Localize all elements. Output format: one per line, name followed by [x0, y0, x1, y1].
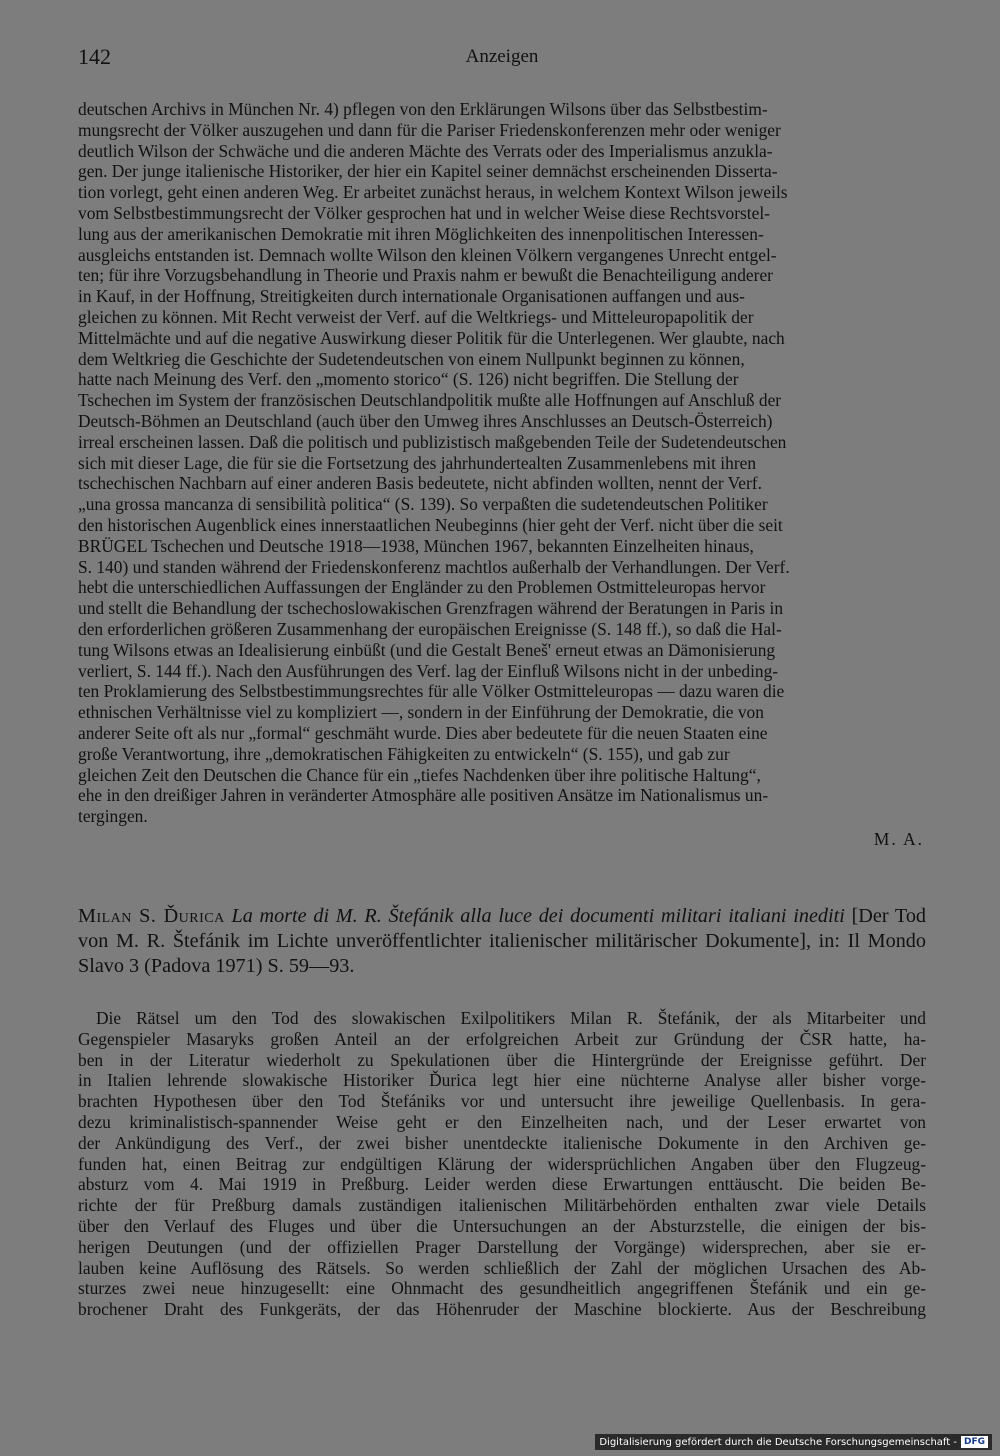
dfg-logo: DFG — [961, 1436, 988, 1448]
bib-author: Milan S. Ďurica — [78, 905, 225, 927]
review-one-text: deutschen Archivs in München Nr. 4) pflegen von den Erklärungen Wilsons über das Selbstbestim- mungsrecht der Völker auszugehen und dann für die Pariser Friedenskonferenzen mehr oder weniger deutlich Wilson der Schwäche und die anderen Mächte des Verrats oder des Imperialismus anzukla- gen. Der junge italienische Historiker, der hier ein Kapitel seiner demnächst erscheinenden Disserta- tion vorlegt, geht einen anderen Weg. Er arbeitet zunächst heraus, in welchem Kontext Wilson jeweils vom Selbstbestimmungsrecht der Völker gesprochen hat und in welcher Weise diese Rechtsvorstel- lung aus der amerikanischen Demokratie mit ihren Möglichkeiten des innenpolitischen Interessen- ausgleichs entstanden ist. Demnach wollte Wilson den kleinen Völkern vergangenes Unrecht entgel- ten; für ihre Vorzugsbehandlung in Theorie und Praxis nahm er bewußt die Benachteiligung anderer in Kauf, in der Hoffnung, Streitigkeiten durch internationale Organisationen auffangen und aus- gleichen zu können. Mit Recht verweist der Verf. auf die Weltkriegs- und Mitteleuropapolitik der Mittelmächte und auf die negative Auswirkung dieser Politik für die Unterlegenen. Wer glaubte, nach dem Weltkrieg die Geschichte der Sudetendeutschen von einem Nullpunkt beginnen zu können, hatte nach Meinung des Verf. den „momento storico“ (S. 126) nicht begriffen. Die Stellung der Tschechen im System der französischen Deutschlandpolitik mußte alle Hoffnungen auf Anschluß der Deutsch-Böhmen an Deutschland (auch über den Umweg ihres Anschlusses an Deutsch-Österreich) irreal erscheinen lassen. Daß die politisch und publizistisch maßgebenden Teile der Sudetendeutschen sich mit dieser Lage, die für sie die Fortsetzung des jahrhundertealten Zusammenlebens mit ihren tschechischen Nachbarn auf einer anderen Basis bedeutete, nicht abfinden wollten, nennt der Verf. „una grossa mancanza di sensibilità politica“ (S. 139). So verpaßten die sudetendeutschen Politiker den historischen Augenblick eines innerstaatlichen Neubeginns (hier geht der Verf. nicht über die seit BRÜGEL Tschechen und Deutsche 1918—1938, München 1967, bekannten Einzelheiten hinaus, S. 140) und standen während der Friedenskonferenz machtlos außerhalb der Verhandlungen. Der Verf. hebt die unterschiedlichen Auffassungen der Engländer zu den Problemen Ostmitteleuropas hervor und stellt die Behandlung der tschechoslowakischen Grenzfragen während der Beratungen in Paris in den erforderlichen größeren Zusammenhang der europäischen Ereignisse (S. 148 ff.), so daß die Hal- tung Wilsons etwas an Idealisierung einbüßt (und die Gestalt Beneš' erneut etwas an Dämonisierung verliert, S. 144 ff.). Nach den Ausführungen des Verf. lag der Einfluß Wilsons nicht in der unbeding- ten Proklamierung des Selbstbestimmungsrechtes für alle Völker Ostmitteleuropas — dazu waren die ethnischen Verhältnisse viel zu kompliziert —, sondern in der Einführung der Demokratie, die von anderer Seite oft als nur „formal“ geschmäht wurde. Dies aber bedeutete für die neuen Staaten eine große Verantwortung, ihre „demokratischen Fähigkeiten zu entwickeln“ (S. 155), und gab zur gleichen Zeit den Deutschen die Chance für ein „tiefes Nachdenken über ihre politische Haltung“, ehe in den dreißiger Jahren in veränderter Atmosphäre alle positiven Ansätze im Nationalismus un- tergingen. — [78, 99, 790, 827]
running-title: Anzeigen — [465, 46, 539, 67]
bib-details: [Der Tod von M. R. Štefánik im Lichte unveröffentlichter italienischer militärischer Dokumente], in: Il Mondo Slavo 3 (Padova 1971) S. 59—93. — [78, 905, 927, 977]
page-header — [78, 44, 926, 74]
review-signature: M. A. — [873, 829, 924, 849]
page-number: 142 — [78, 44, 111, 69]
digitization-credit — [595, 1434, 992, 1450]
credit-text: Digitalisierung gefördert durch die Deutsche Forschungsgemeinschaft - — [599, 1436, 957, 1448]
bib-title: La morte di M. R. Štefánik alla luce dei documenti militari italiani inediti — [231, 905, 845, 927]
bibliographic-entry — [78, 904, 926, 979]
review-two-text: Die Rätsel um den Tod des slowakischen Exilpolitikers Milan R. Štefánik, der als Mitarbeiter und Gegenspieler Masaryks großen Anteil an der erfolgreichen Arbeit zur Gründung der ČSR hatte, ha- ben in der Literatur wiederholt zu Spekulationen über die Hintergründe der Ereignisse geführt. Der in Italien lehrende slowakische Historiker Ďurica legt hier eine nüchterne Analyse aller bisher vorge- brachten Hypothesen über den Tod Štefániks vor und untersucht ihre jeweilige Quellenbasis. In gera- dezu kriminalistisch-spannender Weise geht er den Einzelheiten nach, und der Leser erwartet von der Ankündigung des Verf., der zwei bisher unentdeckte italienische Dokumente in den Archiven ge- funden hat, einen Beitrag zur endgültigen Klärung der widersprüchlichen Angaben über den Flugzeug- absturz vom 4. Mai 1919 in Preßburg. Leider werden diese Erwartungen enttäuscht. Die beiden Be- richte der für Preßburg damals zuständigen italienischen Militärbehörden enthalten zwar viele Details über den Verlauf des Fluges und über die Untersuchungen an der Absturzstelle, die einigen der bis- herigen Deutungen (und der offiziellen Prager Darstellung der Vorgänge) widersprechen, aber sie er- lauben keine Auflösung des Rätsels. So werden schließlich der Zahl der möglichen Ursachen des Ab- sturzes zwei neue hinzugesellt: eine Ohnmacht des gesundheitlich angegriffenen Štefánik und ein ge- brochener Draht des Funkgeräts, der das Höhenruder der Maschine blockierte. Aus der Beschreibung — [78, 1008, 926, 1320]
